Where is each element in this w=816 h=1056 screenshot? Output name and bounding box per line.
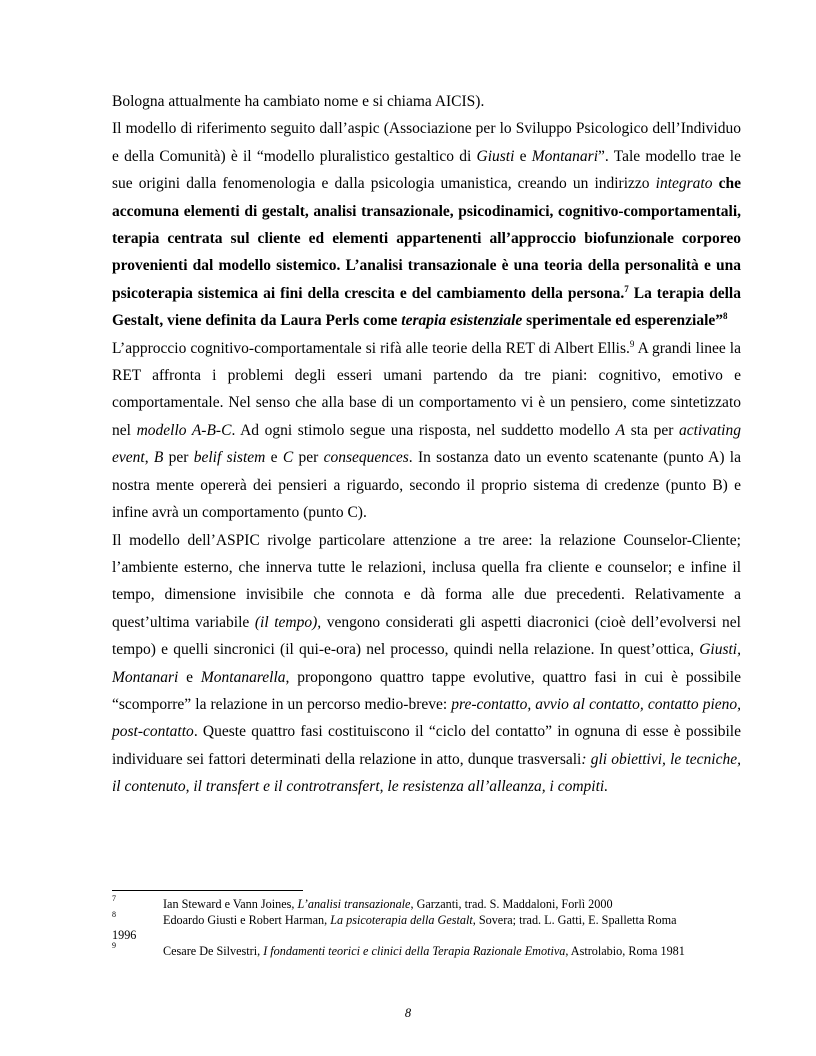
text-run: La psicoterapia della Gestalt xyxy=(330,912,473,927)
paragraph xyxy=(112,115,741,334)
body-text xyxy=(112,88,741,801)
footnotes xyxy=(112,894,741,959)
paragraph xyxy=(112,88,741,115)
text-run: L’analisi transazionale xyxy=(297,897,411,911)
text-run: A grandi linee la RET affronta i problemi degli esseri umani partendo da tre piani: cognitivo, emotivo e comportamentale. Nel senso che alla base di un comportamento vi è un pensiero, come sintetizzato nel xyxy=(112,339,741,439)
text-run: Bologna attualmente ha cambiato nome e si chiama AICIS). xyxy=(112,93,485,110)
document-page xyxy=(112,88,741,801)
text-run: sta per xyxy=(625,421,679,439)
text-run: I fondamenti teorici e clinici della Terapia Razionale Emotiva xyxy=(263,943,566,958)
text-run: e xyxy=(178,668,201,686)
text-run: Giusti, Montanari xyxy=(112,641,741,686)
text-run: Giusti xyxy=(476,147,515,165)
text-run: vengono considerati gli aspetti diacronici (cioè dell’evolversi nel tempo) e quelli sincronici (il qui-e-ora) nel processo, quindi nella relazione. In quest’ottica, xyxy=(112,613,741,659)
text-run: terapia esistenziale xyxy=(401,312,523,330)
text-run: activating event xyxy=(112,421,741,467)
text-run: La terapia della Gestalt, viene definita da Laura Perls come xyxy=(112,284,741,330)
text-run: per xyxy=(293,449,324,467)
text-run: modello A-B-C xyxy=(136,421,232,439)
text-run: propongono quattro tappe evolutive, quattro fasi in cui è possibile “scomporre” la relazione in un percorso medio-breve: xyxy=(112,668,741,713)
text-run: Montanarella, xyxy=(200,668,290,686)
text-run: Montanari xyxy=(531,147,599,165)
footnote xyxy=(112,894,741,913)
text-run: , Garzanti, trad. S. Maddaloni, Forlì 2000 xyxy=(410,897,613,911)
text-run: . In sostanza dato un evento scatenante (punto A) la nostra mente opererà dei pensieri a riguardo, secondo il proprio sistema di credenze (punto B) e infine avrà un comportamento (punto C). xyxy=(112,449,741,522)
text-run: pre-contatto, avvio al contatto, contatto pieno, post-contatto xyxy=(112,695,742,741)
text-run: , Astrolabio, Roma 1981 xyxy=(565,943,685,958)
text-run: Il modello di riferimento seguito dall’aspic (Associazione per lo Sviluppo Psicologico dell’Individuo e della Comunità) è il “modello pluralistico gestaltico di xyxy=(112,120,741,165)
text-run: consequences xyxy=(323,449,409,467)
footnote-number: 9 xyxy=(112,940,116,950)
text-run: : gli obiettivi, le tecniche, il contenuto, il transfert e il controtransfert, le resistenza all’alleanza, i compiti. xyxy=(112,750,741,796)
footnote-ref: 9 xyxy=(629,338,635,349)
footnote-ref: 8 xyxy=(723,311,728,322)
text-run: A xyxy=(615,421,626,439)
paragraph xyxy=(112,527,741,801)
text-run: (il tempo), xyxy=(254,613,322,631)
text-run: che accomuna elementi di gestalt, analisi transazionale, psicodinamici, cognitivo-comportamentali, terapia centrata sul cliente ed elementi appartenenti all’approccio biofunzionale corporeo provenienti dal modello sistemico. L’analisi transazionale è una teoria della personalità e una psicoterapia sistemica ai fini della crescita e del cambiamento della persona. xyxy=(112,175,741,302)
text-run: , xyxy=(144,449,154,467)
footnote xyxy=(112,940,741,960)
text-run: B xyxy=(153,449,164,467)
footnote-continuation: 1996 xyxy=(112,928,137,943)
text-run: ”. Tale modello trae le sue origini dalla fenomenologia e dalla psicologia umanistica, creando un indirizzo xyxy=(112,147,741,193)
text-run: per xyxy=(163,449,194,467)
page-number: 8 xyxy=(404,1006,412,1020)
footnote-ref: 7 xyxy=(624,283,629,294)
footnote-number: 8 xyxy=(112,909,116,919)
text-run: Cesare De Silvestri, xyxy=(163,943,264,958)
text-run: Ian Steward e Vann Joines, xyxy=(163,897,298,911)
text-run: sperimentale ed esperenziale” xyxy=(522,312,724,330)
text-run: e xyxy=(265,449,283,467)
text-run: Il modello dell’ASPIC rivolge particolare attenzione a tre aree: la relazione Counselor-Cliente; l’ambiente esterno, che innerva tutte le relazioni, inclusa quella fra cliente e counselor; e infine il tempo, dimensione invisibile che connota e dà forma alle due precedenti. Relativamente a quest’ultima variabile xyxy=(112,531,741,631)
text-run: , Sovera; trad. L. Gatti, E. Spalletta Roma xyxy=(472,912,677,927)
text-run: C xyxy=(282,449,294,467)
text-run: . Ad ogni stimolo segue una risposta, nel suddetto modello xyxy=(231,421,616,439)
text-run: Edoardo Giusti e Robert Harman, xyxy=(163,912,331,927)
text-run: e xyxy=(514,147,532,165)
footnote-number: 7 xyxy=(112,894,116,903)
footnote-separator xyxy=(112,890,303,891)
text-run: L’approccio cognitivo-comportamentale si rifà alle teorie della RET di Albert Ellis. xyxy=(112,339,630,357)
paragraph xyxy=(112,335,741,527)
footnote xyxy=(112,909,741,944)
text-run: . Queste quattro fasi costituiscono il “ciclo del contatto” in ognuna di esse è possibile individuare sei fattori determinati della relazione in atto, dunque trasversali xyxy=(112,723,741,768)
text-run: belif sistem xyxy=(193,449,266,467)
text-run: integrato xyxy=(655,175,713,193)
